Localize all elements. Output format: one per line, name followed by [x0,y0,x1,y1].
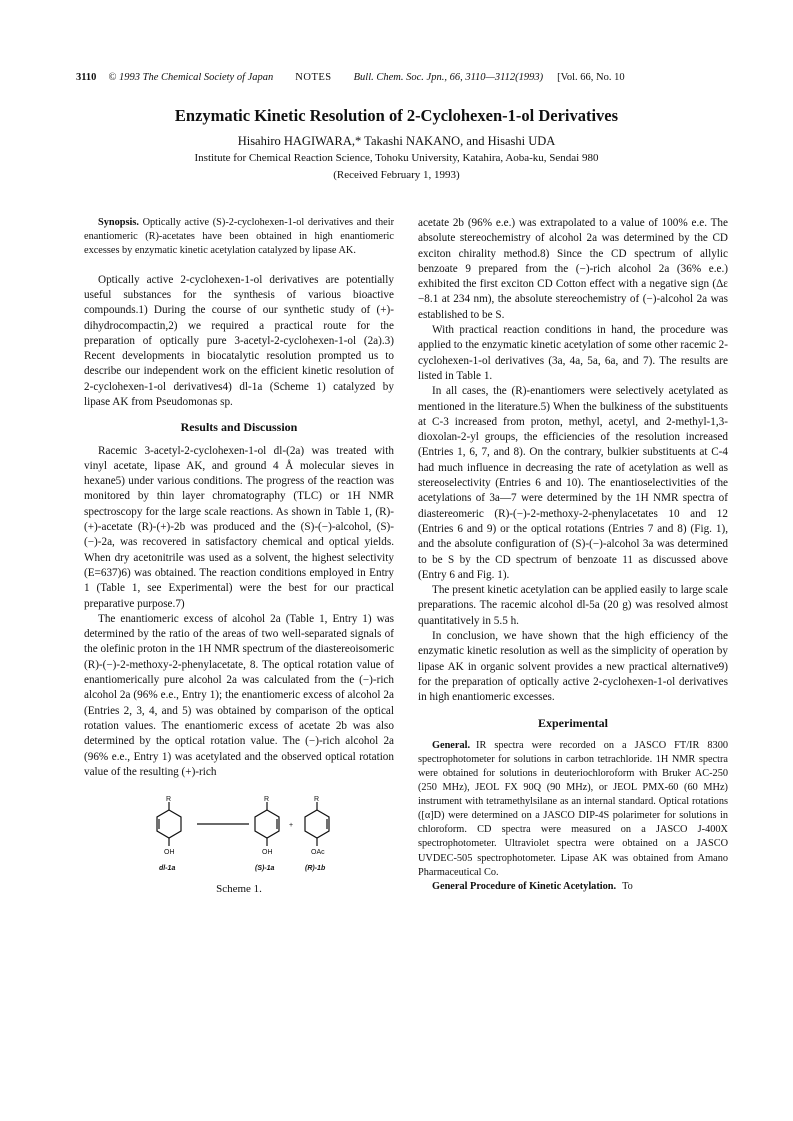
author-list: Hisahiro HAGIWARA,* Takashi NAKANO, and Hisashi UDA [237,134,556,148]
running-head [76,72,726,83]
section-label: NOTES [295,72,332,83]
body-paragraph: acetate 2b (96% e.e.) was extrapolated to a value of 100% e.e. The absolute stereochemistry of alcohol 2a was determined by the CD exciton chirality method.8) Since the CD spectrum of allylic benzoate 9 prepared from the (−)-rich alcohol 2a (36% e.e.) exhibited the first exciton CD Cotton effect with a negative sign (Δε −8.1 at 234 nm), the absolute stereochemistry of (−)-alcohol 2a was established to be S. [418,217,728,321]
journal-citation: Bull. Chem. Soc. Jpn., 66, 3110—3112(1993) [353,72,544,83]
body-paragraph: With practical reaction conditions in hand, the procedure was applied to the enzymatic kinetic acetylation of some other racemic 2-cyclohexen-1-ol derivatives (3a, 4a, 5a, 6a, and 7). The results are listed in Table 1. [418,324,728,382]
cyclohexene-ring-3 [305,810,329,838]
procedure-lead: General Procedure of Kinetic Acetylation. [432,880,617,892]
copyright-notice: © 1993 The Chemical Society of Japan [108,72,274,83]
article-title: Enzymatic Kinetic Resolution of 2-Cyclohexen-1-ol Derivatives [174,106,619,125]
substituent-label-2: R [264,796,270,804]
procedure-text: To [622,880,633,892]
compound-label-s-1a: (S)-1a [255,865,275,873]
substituent-label-1: R [166,796,172,804]
substituent-label-3: R [314,796,320,804]
hydroxyl-label-2: OH [262,849,273,857]
procedure-paragraph [418,880,728,894]
body-paragraph: In all cases, the (R)-enantiomers were selectively acetylated as mentioned in the literature.5) When the bulkiness of the substituents at C-3 increased from proton, methyl, acetyl, and 2-methyl-1,3-dioxolan-2-yl groups, the efficiencies of the resolution increased (Entries 1, 6, 7, and 8). On the contrary, bulkier substituents at C-4 had much influence in decreasing the rate of acetylation as well as stereoselectivity (Entries 6 and 10). The enantioselectivities of the acetylations of 3a—7 were determined by the 1H NMR spectra of diastereomeric (R)-(−)-2-methoxy-2-phenylacetates 10 and 12 (Entries 6 and 9) or the optical rotations (Entries 7 and 8) (Fig. 1), and the absolute configuration of (S)-(−)-alcohol 3a was determined to be S by the CD spectrum of benzoate 11 as discussed above (Entry 6 and Fig. 1). [418,385,728,581]
received-date: (Received February 1, 1993) [333,169,460,181]
experimental-section [418,739,728,894]
acetoxy-label: OAc [311,849,325,857]
results-heading: Results and Discussion [180,420,298,435]
right-column [418,216,728,894]
synopsis-lead: Synopsis. [98,217,139,228]
affiliation: Institute for Chemical Reaction Science, Tohoku University, Katahira, Aoba-ku, Sendai 980 [194,152,599,164]
results-paragraph: The enantiomeric excess of alcohol 2a (Table 1, Entry 1) was determined by the ratio of the areas of two well-separated signals of the olefinic proton in the 1H NMR spectrum of the diastereoisomeric (R)-(−)-2-methoxy-2-phenylacetate, 8. The optical rotation value of enantiomerically pure alcohol 2a was calculated from the (−)-rich alcohol 2a (96% e.e., Entry 1); the enantiomeric excess of alcohol 2a (Entries 2, 3, 4, and 5) was obtained by comparison of the optical rotation values. The enantiomeric excess of acetate 2b was also determined by the optical rotation value. The (−)-rich alcohol 2a (96% e.e., Entry 1) was acetylated and the observed optical rotation value of the resulting (+)-rich [84,612,394,778]
left-column [84,216,394,897]
cyclohexene-ring-2 [255,810,279,838]
hydroxyl-label-1: OH [164,849,175,857]
scheme-1 [84,794,394,897]
synopsis [84,216,394,259]
scheme-structures [139,794,339,874]
compound-label-r-1b: (R)-1b [305,865,326,873]
synopsis-text: Optically active (S)-2-cyclohexen-1-ol derivatives and their enantiomeric (R)-acetates have been obtained in high enantiomeric excesses by enzymatic kinetic acetylation catalyzed by lipase AK. [84,217,395,257]
plus-sign: + [289,822,294,830]
page-number: 3110 [76,72,97,83]
general-text: IR spectra were recorded on a JASCO FT/IR 8300 spectrophotometer for solutions in carbon tetrachloride. 1H NMR spectra were obtained for solutions in deuteriochloroform with Bruker AC-250 (250 MHz), JEOL FX 90Q (90 MHz), or JEOL PMX-60 (60 MHz) instrument with tetramethylsilane as an internal standard. Optical rotations ([α]D) were determined on a JASCO DIP-4S polarimeter for solutions in chloroform. CD spectra were measured on a JASCO J-400X spectrophotometer. Ultraviolet spectra were obtained on a JASCO UVDEC-505 spectrophotometer. Lipase AK was obtained from Amano Pharmaceutical Co. [418,739,728,878]
intro-paragraph: Optically active 2-cyclohexen-1-ol derivatives are potentially useful substances for the synthesis of various bioactive compounds.1) During the course of our synthetic study of (+)-dihydrocompactin,2) we required a practical route for the preparation of optically pure 3-acetyl-2-cyclohexen-1-ol (2a).3) Recent developments in biocatalytic resolution prompted us to describe our independent work on the efficient kinetic resolution of 2-cyclohexen-1-ol derivatives4) dl-1a (Scheme 1) catalyzed by lipase AK from Pseudomonas sp. [84,273,394,408]
scheme-caption: Scheme 1. [216,883,262,896]
general-lead: General. [432,739,471,751]
conclusion-paragraph: In conclusion, we have shown that the high efficiency of the enzymatic kinetic resolution as well as the simplicity of operation by lipase AK in organic solvent provides a new practical alternative9) for the preparation of optically active 2-cyclohexen-1-ol derivatives in high enantiomeric excesses. [418,630,728,704]
body-paragraph: The present kinetic acetylation can be applied easily to large scale preparations. The racemic alcohol dl-5a (20 g) was resolved almost quantitatively in 5.5 h. [418,584,728,627]
volume-label: [Vol. 66, No. 10 [557,72,625,83]
results-paragraph: Racemic 3-acetyl-2-cyclohexen-1-ol dl-(2a) was treated with vinyl acetate, lipase AK, and ground 4 Å molecular sieves in hexane5) under various conditions. The progress of the reaction was monitored by thin layer chromatography (TLC) or 1H NMR spectroscopy for the large scale reactions. As shown in Table 1, (R)-(+)-acetate (R)-(+)-2b was produced and the (S)-(−)-alcohol, (S)-(−)-2a, was recovered in satisfactory chemical and optical yields. When dry acetonitrile was used as a solvent, the highest selectivity (E=637)6) was obtained. The reaction conditions employed in Entry 1 (Table 1, see Experimental) were the best for our practical preparative purpose.7) [84,444,394,610]
cyclohexene-ring-1 [157,810,181,838]
experimental-heading: Experimental [538,715,608,730]
general-paragraph [418,739,728,880]
compound-label-dl-1a: dl-1a [159,865,176,873]
